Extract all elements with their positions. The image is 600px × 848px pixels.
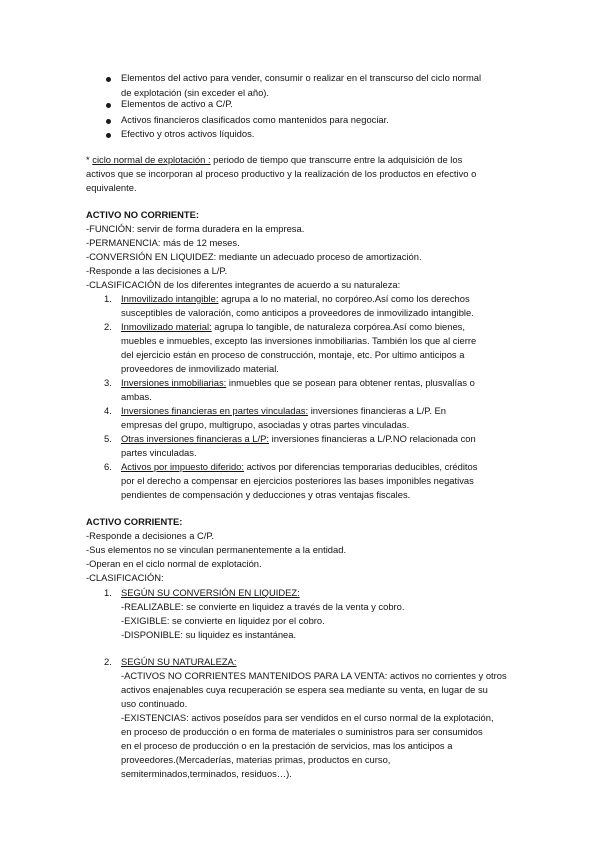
subsection-title: SEGÚN SU NATURALEZA:	[121, 656, 237, 667]
corriente-line: -Sus elementos no se vinculan permanentemente a la entidad.	[86, 544, 347, 555]
footnote-term: ciclo normal de explotación :	[92, 154, 211, 165]
subsection-line: semiterminados,terminados, residuos…).	[121, 768, 292, 779]
list-item-line: por el derecho a compensar en ejercicios posteriores las bases imponibles negativas	[121, 475, 474, 486]
subsection-line: -ACTIVOS NO CORRIENTES MANTENIDOS PARA LA VENTA: activos no corrientes y otros	[121, 670, 507, 681]
list-item-term: Inmovilizado material:	[121, 321, 212, 332]
no-corriente-line: -PERMANENCIA: más de 12 meses.	[86, 237, 240, 248]
subsection-title: SEGÚN SU CONVERSIÓN EN LIQUIDEZ:	[121, 587, 300, 598]
subsection-line: en el proceso de producción o en la prestación de servicios, mas los anticipos a	[121, 740, 453, 751]
list-item-text: agrupa a lo no material, no corpóreo.Así como los derechos	[218, 293, 470, 304]
list-number: 1.	[104, 293, 112, 304]
footnote-line-2: activos que se incorporan al proceso productivo y la realización de los productos en efectivo o	[86, 168, 477, 179]
subsection-line: activos enajenables cuya recuperación se espera sea mediante su venta, en lugar de su	[121, 684, 488, 695]
corriente-line: -CLASIFICACIÓN:	[86, 572, 164, 583]
corriente-line: -Responde a decisiones a C/P.	[86, 530, 215, 541]
list-item-term: Activos por impuesto diferido:	[121, 461, 244, 472]
list-item-term: Otras inversiones financieras a L/P:	[121, 433, 269, 444]
no-corriente-line: -Responde a las decisiones a L/P.	[86, 265, 228, 276]
section-heading-corriente: ACTIVO CORRIENTE:	[86, 516, 183, 527]
footnote-line-1	[86, 154, 462, 166]
list-number: 2.	[104, 656, 112, 667]
list-item-line: proveedores de inmovilizado material.	[121, 363, 279, 374]
no-corriente-line: -FUNCIÓN: servir de forma duradera en la empresa.	[86, 223, 305, 234]
footnote-line-3: equivalente.	[86, 182, 137, 193]
list-item-line: partes vinculadas.	[121, 447, 197, 458]
list-item-line	[121, 321, 465, 333]
bullet-dot	[106, 133, 111, 138]
bullet-item-1-line-1: Elementos del activo para vender, consumir o realizar en el transcurso del ciclo normal	[121, 72, 482, 83]
bullet-item-1-line-2: de explotación (sin exceder el año).	[121, 87, 270, 98]
list-number: 1.	[104, 587, 112, 598]
list-item-text: inmuebles que se posean para obtener rentas, plusvalías o	[226, 377, 475, 388]
list-number: 2.	[104, 321, 112, 332]
list-item-text: inversiones financieras a L/P. En	[308, 405, 447, 416]
list-number: 3.	[104, 377, 112, 388]
subsection-line: uso continuado.	[121, 698, 188, 709]
list-item-line	[121, 433, 476, 445]
bullet-item-2: Elementos de activo a C/P.	[121, 98, 233, 109]
list-item-line: ambas.	[121, 391, 152, 402]
list-item-line	[121, 461, 477, 473]
footnote-text: periodo de tiempo que transcurre entre la adquisición de los	[210, 154, 463, 165]
list-number: 4.	[104, 405, 112, 416]
list-item-term: Inmovilizado intangible:	[121, 293, 219, 304]
list-item-line: muebles e inmuebles, excepto las inversiones inmobiliarias. También los que al cierre	[121, 335, 477, 346]
list-item-term: Inversiones financieras en partes vinculadas:	[121, 405, 309, 416]
footnote-star: *	[86, 154, 93, 165]
subsection-line: -DISPONIBLE: su liquidez es instantánea.	[121, 629, 297, 640]
list-number: 5.	[104, 433, 112, 444]
bullet-dot	[106, 103, 111, 108]
corriente-line: -Operan en el ciclo normal de explotación.	[86, 558, 262, 569]
section-heading-no-corriente: ACTIVO NO CORRIENTE:	[86, 209, 200, 220]
no-corriente-line: -CLASIFICACIÓN de los diferentes integrantes de acuerdo a su naturaleza:	[86, 279, 401, 290]
list-item-line: pendientes de compensación y deducciones y otras ventajas fiscales.	[121, 489, 411, 500]
no-corriente-line: -CONVERSIÓN EN LIQUIDEZ: mediante un adecuado proceso de amortización.	[86, 251, 422, 262]
list-item-term: Inversiones inmobiliarias:	[121, 377, 227, 388]
list-item-line	[121, 377, 475, 389]
list-item-text: activos por diferencias temporarias deducibles, créditos	[243, 461, 478, 472]
bullet-item-3: Activos financieros clasificados como mantenidos para negociar.	[121, 114, 389, 125]
list-item-text: agrupa lo tangible, de naturaleza corpórea.Así como bienes,	[211, 321, 465, 332]
bullet-dot	[106, 119, 111, 124]
subsection-line: -EXIGIBLE: se convierte en liquidez por el cobro.	[121, 615, 325, 626]
list-item-line	[121, 293, 470, 305]
subsection-line: -EXISTENCIAS: activos poseídos para ser vendidos en el curso normal de la explotación,	[121, 712, 494, 723]
list-item-line: del ejercicio están en proceso de construcción, montaje, etc. Por ultimo anticipos a	[121, 349, 465, 360]
subsection-line: proveedores.(Mercaderías, materias primas, productos en curso,	[121, 754, 391, 765]
list-number: 6.	[104, 461, 112, 472]
list-item-line: empresas del grupo, multigrupo, asociadas y otras partes vinculadas.	[121, 419, 410, 430]
subsection-line: en proceso de producción o en forma de materiales o suministros para ser consumidos	[121, 726, 483, 737]
subsection-line: -REALIZABLE: se convierte en liquidez a través de la venta y cobro.	[121, 601, 405, 612]
list-item-line: susceptibles de valoración, como anticipos a proveedores de inmovilizado intangible.	[121, 307, 474, 318]
list-item-line	[121, 405, 446, 417]
bullet-item-4: Efectivo y otros activos líquidos.	[121, 128, 255, 139]
list-item-text: inversiones financieras a L/P.NO relacionada con	[269, 433, 476, 444]
bullet-dot	[106, 77, 111, 82]
